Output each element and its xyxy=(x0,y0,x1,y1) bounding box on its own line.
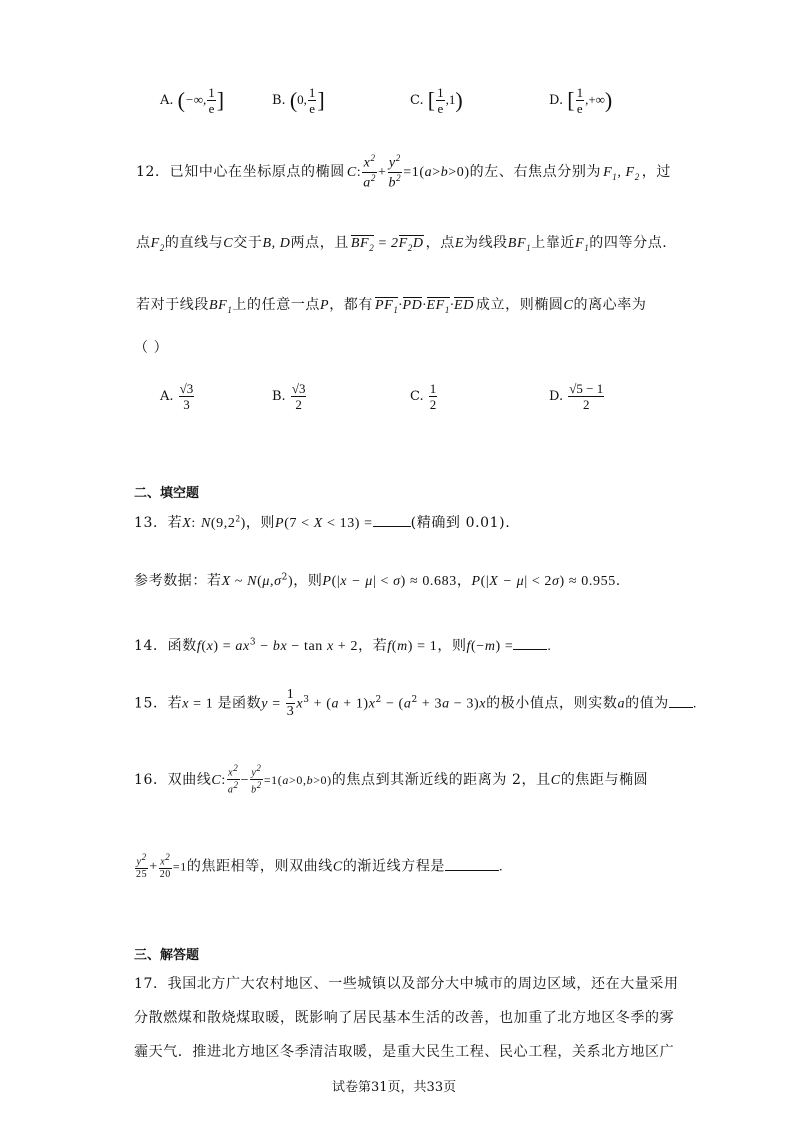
page-footer: 试卷第31页，共33页 xyxy=(332,1080,457,1095)
q17-line2: 分散燃煤和散烧煤取暖，既影响了居民基本生活的改善，也加重了北方地区冬季的雾 xyxy=(134,1010,675,1026)
q12-line1: 12．已知中心在坐标原点的椭圆 C: $\frac{x^2}{a^2}$ + $\frac{y^2}{b^2}$ =1(a>b>0)的左、右焦点分别为 $F_1$, $F_2$ ，过 xyxy=(136,153,671,191)
q11-option-c-label: C. xyxy=(410,93,424,108)
q17-line1: 17．我国北方广大农村地区、一些城镇以及部分大中城市的周边区域，还在大量采用 xyxy=(134,976,679,992)
q12-line3: 若对于线段$BF_1$上的任意一点P，都有 $PF_1\cdot PD\cdot EF_1\cdot ED$ 成立，则椭圆C的离心率为 xyxy=(136,297,647,315)
q12-option-d: D. $\frac{√5 - 1}{2}$ xyxy=(549,381,604,412)
q13-reference: 参考数据：若X ~ $N(\mu,\sigma^2)$，则P(|x − μ| < σ) ≈ 0.683，P(|X − μ| < 2σ) ≈ 0.955. xyxy=(134,572,621,589)
q13-line1: 13．若X: $N(9,2^2)$，则P(7 < X < 13) = (精确到 0.01). xyxy=(134,513,511,531)
q11-option-d-label: D. xyxy=(549,93,564,108)
q14-line: 14．函数$f(x) = ax^3$ − bx − tan x + 2，若f(m) = 1，则f(−m) = . xyxy=(134,637,552,654)
section-3-title: 三、解答题 xyxy=(134,948,200,963)
q11-option-a-label: A. xyxy=(160,93,174,108)
q11-option-a: A. (−∞, $\frac{1}{e}$ ] xyxy=(160,85,225,116)
q11-option-b-label: B. xyxy=(272,93,286,108)
q11-option-b: B. (0, $\frac{1}{e}$ ] xyxy=(272,85,325,116)
q16-line1: 16．双曲线C: $\frac{x^2}{a^2}$ − $\frac{y^2}{b^2}$ =1(a>0,b>0)的焦点到其渐近线的距离为 2，且C的焦距与椭圆 xyxy=(134,763,649,796)
q12-paren: （ ） xyxy=(134,340,169,356)
q12-option-a: A. $\frac{√3}{3}$ xyxy=(160,381,194,412)
section-2-title: 二、填空题 xyxy=(134,486,200,501)
q16-line2: $\frac{y^2}{25}$ + $\frac{x^2}{20}$ =1的焦距相等，则双曲线C的渐近线方程是 . xyxy=(136,852,504,881)
q12-option-b: B. $\frac{√3}{2}$ xyxy=(272,381,306,412)
q12-option-c: C. $\frac{1}{2}$ xyxy=(410,381,437,412)
q11-option-d: D. [ $\frac{1}{e}$ ,+∞) xyxy=(549,85,613,116)
q11-option-c: C. [ $\frac{1}{e}$ ,1) xyxy=(410,85,463,116)
q15-line: 15．若x = 1 是函数y = $\frac{1}{3}$ $x^3 + (a + 1)x^2 - (a^2 + 3a - 3)x$的极小值点，则实数a的值为 . xyxy=(134,687,697,719)
q17-line3: 霾天气．推进北方地区冬季清洁取暖，是重大民生工程、民心工程，关系北方地区广 xyxy=(134,1044,675,1060)
q12-line2: 点$F_2$的直线与C交于B, D两点，且 $BF_2 = 2F_2D$ ，点E为线段$BF_1$上靠近$F_1$的四等分点. xyxy=(136,235,668,253)
